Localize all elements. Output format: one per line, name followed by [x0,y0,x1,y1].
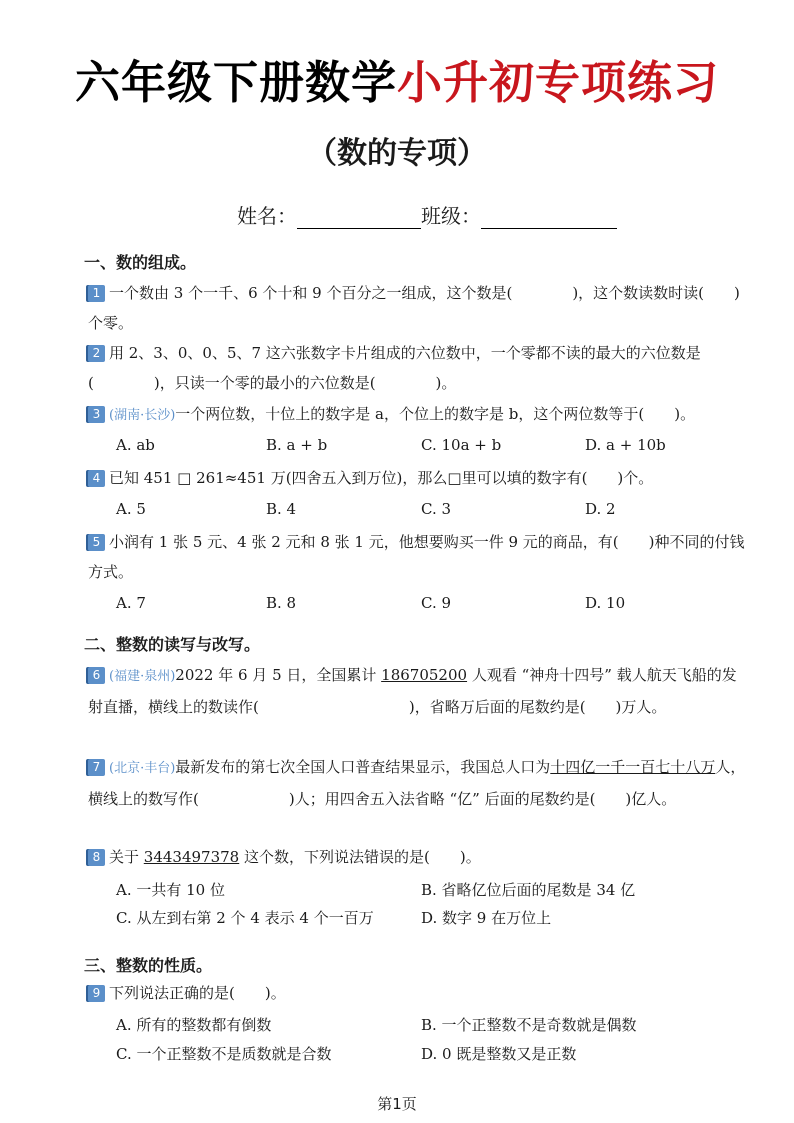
question-1 [88,278,748,338]
question-number-badge: 6 [88,667,105,684]
section-heading-2: 二、整数的读写与改写。 [84,635,261,654]
underlined-number: 十四亿一千一百七十八万 [550,758,716,776]
question-text: 下列说法正确的是( )。 [109,984,286,1002]
question-number-badge: 4 [88,470,105,487]
question-5 [88,527,748,587]
question-number-badge: 8 [88,849,105,866]
underlined-number: 186705200 [381,666,468,684]
question-source-tag: (福建·泉州) [109,669,176,684]
question-text-a: 关于 [109,848,144,866]
question-3 [88,399,748,431]
option-b[interactable]: B. 8 [266,594,297,612]
question-text: 小润有 1 张 5 元、4 张 2 元和 8 张 1 元，他想要购买一件 9 元的商品，有( )种不同的付钱方式。 [88,533,745,581]
question-text: 用 2、3、0、0、5、7 这六张数字卡片组成的六位数中，一个零都不读的最大的六位数是( )，只读一个零的最小的六位数是( )。 [88,344,701,392]
question-7 [88,752,748,814]
option-c[interactable]: C. 一个正整数不是质数就是合数 [116,1045,332,1063]
section-heading-3: 三、整数的性质。 [84,956,213,975]
option-c[interactable]: C. 从左到右第 2 个 4 表示 4 个一百万 [116,909,374,927]
underlined-number: 3443497378 [143,848,240,866]
question-6 [88,660,748,722]
option-c[interactable]: C. 3 [421,500,452,518]
option-d[interactable]: D. 10 [585,594,626,612]
question-text-b: 这个数，下列说法错误的是( )。 [239,848,481,866]
question-number-badge: 3 [88,406,105,423]
question-number-badge: 7 [88,759,105,776]
question-9 [88,978,748,1008]
title-red: 小升初专项练习 [397,56,720,109]
question-text-a: 2022 年 6 月 5 日，全国累计 [175,666,382,684]
option-d[interactable]: D. 2 [585,500,616,518]
question-text: 一个数由 3 个一千、6 个十和 9 个百分之一组成，这个数是( )，这个数读数时读( )个零。 [88,284,740,332]
question-number-badge: 9 [88,985,105,1002]
option-b[interactable]: B. 一个正整数不是奇数就是偶数 [421,1016,637,1034]
class-blank[interactable] [481,206,617,229]
option-a[interactable]: A. 所有的整数都有倒数 [116,1016,272,1034]
option-d[interactable]: D. 数字 9 在万位上 [421,909,552,927]
option-d[interactable]: D. a + 10b [585,436,666,454]
section-heading-1: 一、数的组成。 [84,253,197,272]
question-text-b: 人，横线上的数写作( )人；用四舍五入法省略 “亿” 后面的尾数约是( )亿人。 [88,758,746,808]
question-number-badge: 5 [88,534,105,551]
page-number: 第1页 [377,1095,417,1113]
page-title [0,46,794,111]
question-text-b: 人观看 “神舟十四号” 载人航天飞船的发射直播，横线上的数读作( )，省略万后面的尾数约是( )万人。 [88,666,737,716]
question-number-badge: 2 [88,345,105,362]
question-8 [88,842,748,872]
question-source-tag: (湖南·长沙) [109,408,176,423]
student-info [237,200,617,229]
question-text: 已知 451 □ 261≈451 万(四舍五入到万位)，那么□里可以填的数字有( )个。 [109,469,654,487]
option-a[interactable]: A. 5 [116,500,146,518]
question-text: 一个两位数，十位上的数字是 a，个位上的数字是 b，这个两位数等于( )。 [175,405,696,423]
option-c[interactable]: C. 10a + b [421,436,502,454]
option-a[interactable]: A. 一共有 10 位 [116,881,225,899]
option-b[interactable]: B. a + b [266,436,328,454]
option-b[interactable]: B. 4 [266,500,297,518]
question-2 [88,338,748,398]
question-4 [88,463,748,493]
option-b[interactable]: B. 省略亿位后面的尾数是 34 亿 [421,881,636,899]
name-label: 姓名： [237,204,297,228]
question-source-tag: (北京·丰台) [109,761,176,776]
class-label: 班级： [421,204,481,228]
title-black: 六年级下册数学 [74,56,397,109]
name-blank[interactable] [297,206,421,229]
option-a[interactable]: A. ab [116,436,155,454]
question-text-a: 最新发布的第七次全国人口普查结果显示，我国总人口为 [175,758,551,776]
question-number-badge: 1 [88,285,105,302]
option-d[interactable]: D. 0 既是整数又是正数 [421,1045,577,1063]
page-subtitle: （数的专项） [307,136,487,171]
option-a[interactable]: A. 7 [116,594,146,612]
option-c[interactable]: C. 9 [421,594,452,612]
